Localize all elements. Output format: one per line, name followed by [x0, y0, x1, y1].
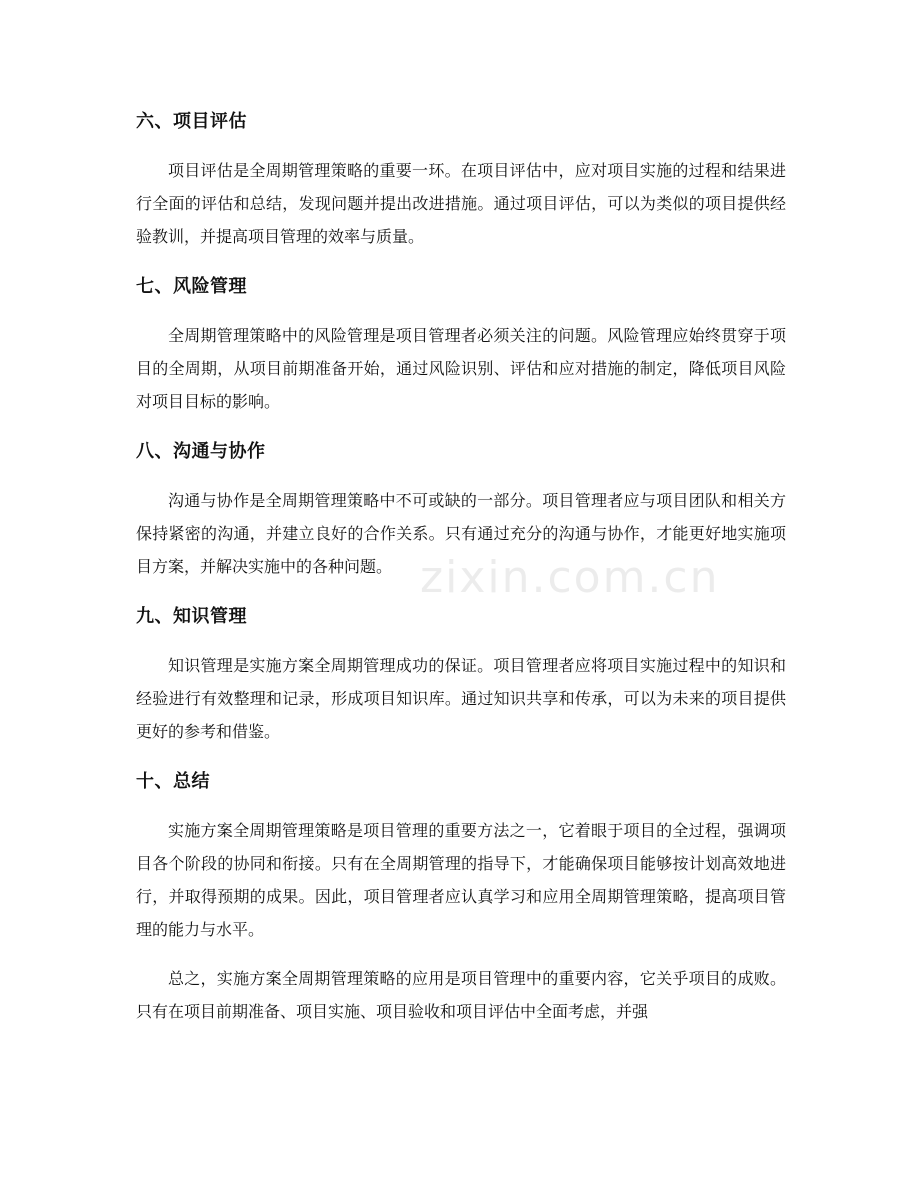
paragraph-risk: 全周期管理策略中的风险管理是项目管理者必须关注的问题。风险管理应始终贯穿于项目的全周期，从项目前期准备开始，通过风险识别、评估和应对措施的制定，降低项目风险对项目目标的影响。: [136, 326, 786, 411]
paragraph-summary-2: 总之，实施方案全周期管理策略的应用是项目管理中的重要内容，它关乎项目的成败。只有在项目前期准备、项目实施、项目验收和项目评估中全面考虑，并强: [136, 969, 786, 1021]
paragraph-knowledge: 知识管理是实施方案全周期管理成功的保证。项目管理者应将项目实施过程中的知识和经验进行有效整理和记录，形成项目知识库。通过知识共享和传承，可以为未来的项目提供更好的参考和借鉴。: [136, 656, 786, 741]
section-heading-risk: 七、风险管理: [136, 276, 247, 297]
section-heading-knowledge: 九、知识管理: [136, 606, 247, 627]
paragraph-communication: 沟通与协作是全周期管理策略中不可或缺的一部分。项目管理者应与项目团队和相关方保持紧密的沟通，并建立良好的合作关系。只有通过充分的沟通与协作，才能更好地实施项目方案，并解决实施中的各种问题。: [136, 491, 786, 576]
watermark-text: zixin.com.cn: [420, 552, 720, 603]
paragraph-evaluation: 项目评估是全周期管理策略的重要一环。在项目评估中，应对项目实施的过程和结果进行全面的评估和总结，发现问题并提出改进措施。通过项目评估，可以为类似的项目提供经验教训，并提高项目管理的效率与质量。: [136, 161, 786, 246]
section-heading-communication: 八、沟通与协作: [136, 441, 266, 462]
paragraph-summary-1: 实施方案全周期管理策略是项目管理的重要方法之一，它着眼于项目的全过程，强调项目各个阶段的协同和衔接。只有在全周期管理的指导下，才能确保项目能够按计划高效地进行，并取得预期的成果。因此，项目管理者应认真学习和应用全周期管理策略，提高项目管理的能力与水平。: [136, 821, 786, 939]
section-heading-evaluation: 六、项目评估: [136, 111, 247, 132]
document-page: [136, 104, 786, 1044]
section-heading-summary: 十、总结: [136, 771, 210, 792]
